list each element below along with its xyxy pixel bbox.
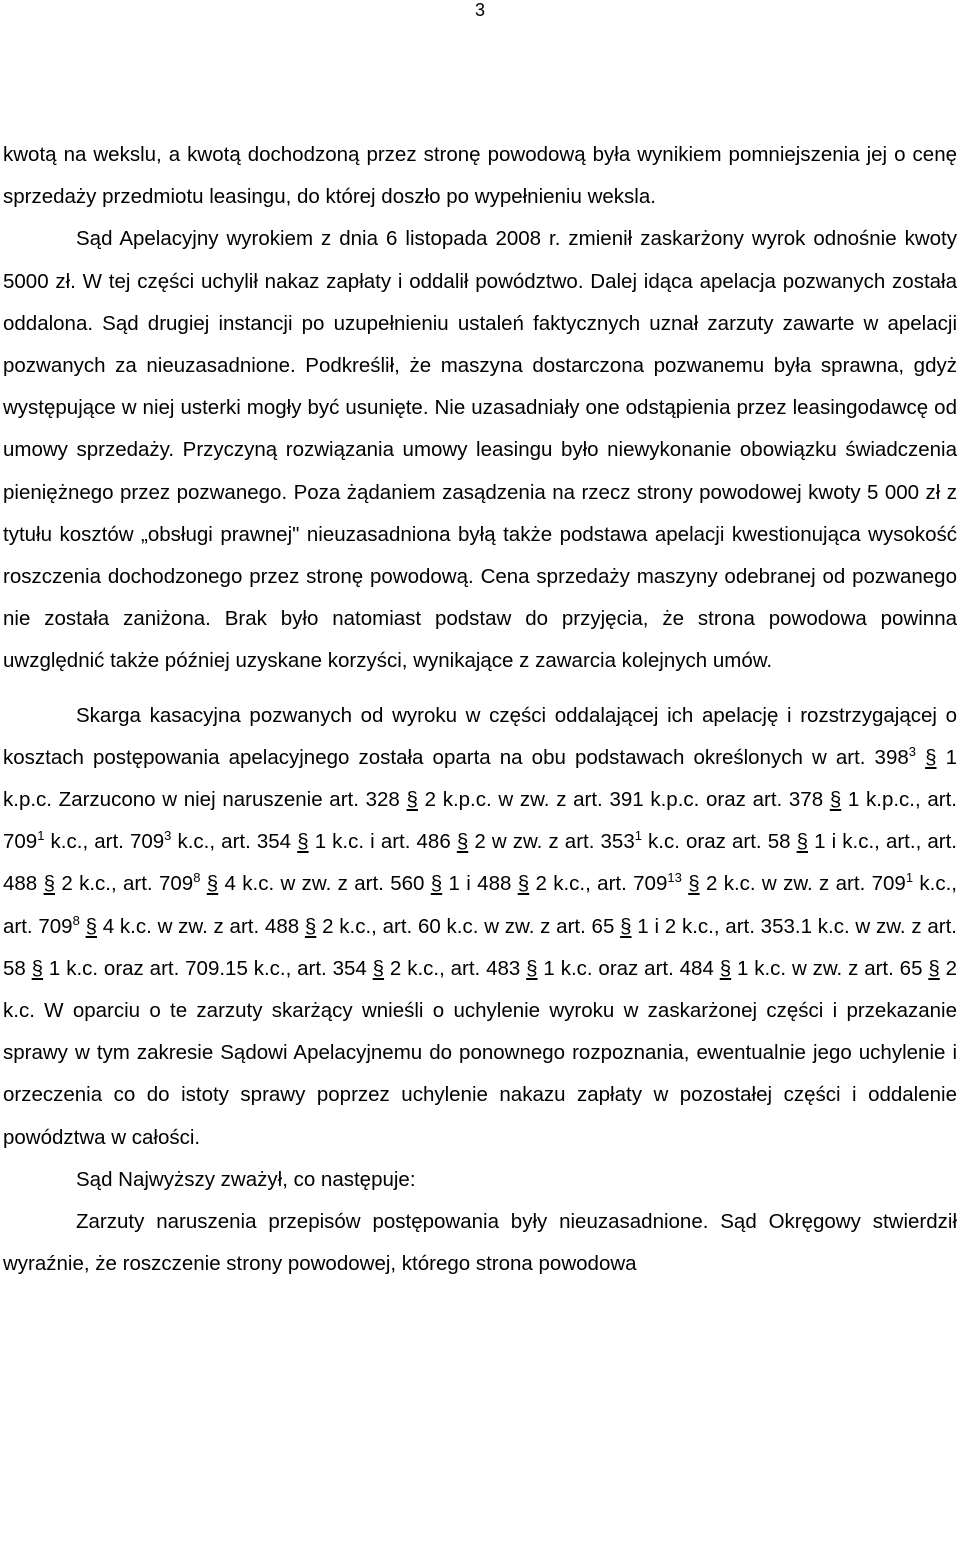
section-sign: § <box>719 956 732 980</box>
superscript: 1 <box>37 828 45 844</box>
paragraph <box>3 218 957 682</box>
text-run: 2 k.c., art. 483 <box>384 956 527 980</box>
section-sign: § <box>829 788 842 812</box>
text-run: 1 k.p.c., art. 709 <box>3 788 957 854</box>
text-run: 1 k.c. i art. 486 <box>308 830 457 854</box>
section-sign: § <box>372 956 385 980</box>
text-run: 1 k.c. w zw. z art. 65 <box>731 956 929 980</box>
superscript: 13 <box>667 870 682 886</box>
paragraph <box>3 1159 957 1201</box>
superscript: 3 <box>908 744 916 760</box>
text-run: Sąd Najwyższy zważył, co następuje: <box>76 1167 416 1191</box>
text-run: k.c. oraz art. 58 <box>641 830 797 854</box>
section-sign: § <box>297 830 309 854</box>
text-run: 2 k.c. W oparciu o te zarzuty skarżący wnieśli o uchylenie wyroku w zaskarżonej części i przekazanie sprawy w tym zakresie Sądowi Apelacyjnemu do ponownego rozpoznania, ewentualnie jego uchylenie i orzeczenia co do istoty sprawy poprzez uchylenie nakazu zapłaty w pozostałej części i oddalenie powództwa w całości. <box>3 956 958 1149</box>
section-sign: § <box>928 956 940 980</box>
text-run: 1 k.c. oraz art. 484 <box>537 956 720 980</box>
section-sign: § <box>620 914 632 938</box>
page-number: 3 <box>474 0 485 20</box>
paragraph <box>3 695 957 1159</box>
text-run: 1 k.c. oraz art. 709.15 k.c., art. 354 <box>43 956 373 980</box>
superscript: 1 <box>905 870 914 886</box>
text-run: k.c., art. 709 <box>3 872 957 938</box>
text-run: 2 k.c., art. 709 <box>529 872 668 896</box>
text-run: 2 w zw. z art. 353 <box>468 830 635 854</box>
section-sign: § <box>206 872 219 896</box>
section-sign: § <box>85 914 97 938</box>
text-run: 1 k.p.c. Zarzucono w niej naruszenie art. 328 <box>3 745 957 812</box>
text-run: 1 i 2 k.c., art. 353.1 k.c. w zw. z art. 58 <box>3 914 957 980</box>
text-run <box>916 746 925 769</box>
section-sign: § <box>31 956 44 980</box>
section-sign: § <box>456 830 469 854</box>
text-run: Skarga kasacyjna pozwanych od wyroku w części oddalającej ich apelację i rozstrzygającej o kosztach postępowania apelacyjnego została oparta na obu podstawach określonych w art. 398 <box>3 703 957 769</box>
section-sign: § <box>688 872 700 896</box>
section-sign: § <box>43 872 55 896</box>
section-sign: § <box>517 872 530 896</box>
text-run: 2 k.p.c. w zw. z art. 391 k.p.c. oraz art. 378 <box>417 788 830 812</box>
text-run: k.c., art. 354 <box>171 830 298 854</box>
superscript: 8 <box>72 912 80 928</box>
section-sign: § <box>304 914 317 938</box>
section-sign: § <box>526 956 538 980</box>
text-run: 1 i 488 <box>442 872 518 896</box>
text-run: 4 k.c. w zw. z art. 488 <box>97 914 305 938</box>
section-sign: § <box>406 788 418 812</box>
text-run: kwotą na wekslu, a kwotą dochodzoną przez stronę powodową była wynikiem pomniejszenia jej o cenę sprzedaży przedmiotu leasingu, do której doszło po wypełnieniu weksla. <box>3 143 957 209</box>
document-body <box>3 134 957 1285</box>
text-run: 4 k.c. w zw. z art. 560 <box>218 872 431 896</box>
paragraph <box>3 1201 957 1285</box>
superscript: 8 <box>193 870 201 886</box>
text-run: Sąd Apelacyjny wyrokiem z dnia 6 listopada 2008 r. zmienił zaskarżony wyrok odnośnie kwoty 5000 zł. W tej części uchylił nakaz zapłaty i oddalił powództwo. Dalej idąca apelacja pozwanych została oddalona. Sąd drugiej instancji po uzupełnieniu ustaleń faktycznych uznał zarzuty zawarte w apelacji pozwanych za nieuzasadnione. Podkreślił, że maszyna dostarczona pozwanemu była sprawna, gdyż występujące w niej usterki mogły być usunięte. Nie uzasadniały one odstąpienia przez leasingodawcę od umowy sprzedaży. Przyczyną rozwiązania umowy leasingu było niewykonanie obowiązku świadczenia pieniężnego przez pozwanego. Poza żądaniem zasądzenia na rzecz strony powodowej kwoty 5 000 zł z tytułu kosztów „obsługi prawnej" nieuzasadniona byłą także podstawa apelacji kwestionująca wysokość roszczenia dochodzonego przez stronę powodową. Cena sprzedaży maszyny odebranej od pozwanego nie została zaniżona. Brak było natomiast podstaw do przyjęcia, że strona powodowa powinna uwzględnić także później uzyskane korzyści, wynikające z zawarcia kolejnych umów. <box>3 227 957 673</box>
text-run: 2 k.c., art. 60 k.c. w zw. z art. 65 <box>316 914 621 938</box>
section-sign: § <box>796 830 809 854</box>
text-run: Zarzuty naruszenia przepisów postępowania były nieuzasadnione. Sąd Okręgowy stwierdził wyraźnie, że roszczenie strony powodowej, którego strona powodowa <box>3 1210 957 1276</box>
superscript: 1 <box>634 828 642 844</box>
section-sign: § <box>430 872 443 896</box>
section-sign: § <box>925 745 937 769</box>
paragraph <box>3 134 957 218</box>
text-run: 2 k.c. w zw. z art. 709 <box>699 872 906 896</box>
text-run: 1 i k.c., art., art. 488 <box>3 830 957 896</box>
text-run: k.c., art. 709 <box>44 830 165 854</box>
superscript: 3 <box>164 828 172 844</box>
text-run: 2 k.c., art. 709 <box>54 872 194 896</box>
